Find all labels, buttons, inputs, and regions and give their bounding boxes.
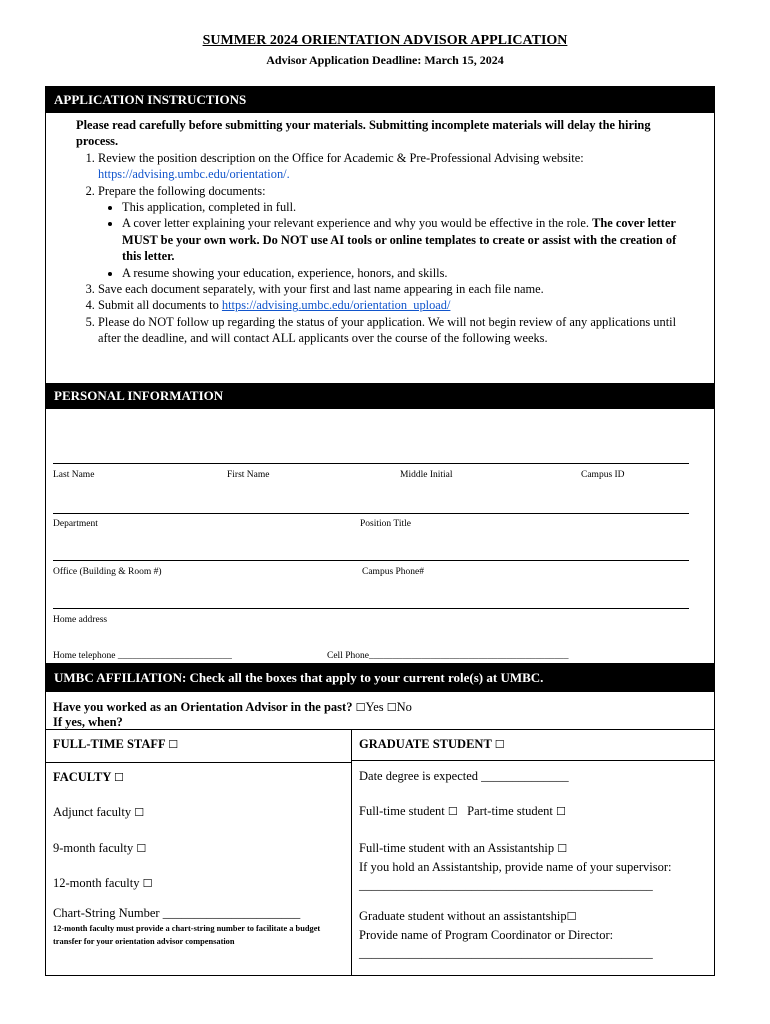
date-degree-line[interactable]: ______________ — [481, 769, 569, 783]
supervisor-prompt: If you hold an Assistantship, provide name of your supervisor: — [359, 860, 672, 874]
first-name-label: First Name — [227, 470, 270, 480]
part-time-student-checkbox[interactable]: ☐ — [556, 805, 566, 818]
assistantship-block — [359, 839, 671, 894]
chart-string-note: 12-month faculty must provide a chart-string number to facilitate a budget transfer for your orientation advisor compensation — [53, 924, 321, 946]
date-degree — [359, 769, 569, 784]
home-address-label: Home address — [53, 615, 108, 625]
home-address-line[interactable] — [53, 608, 689, 609]
cover-letter-warning: The cover letter MUST be your own work. Do NOT use AI tools or online templates to create or assist with the creation of this letter. — [122, 216, 677, 264]
with-assistantship-label: Full-time student with an Assistantship — [359, 841, 555, 855]
nine-month-checkbox[interactable]: ☐ — [136, 842, 147, 855]
no-assistantship-block — [359, 907, 653, 962]
department-label: Department — [53, 519, 98, 529]
adjunct-faculty — [53, 805, 144, 820]
full-time-staff — [53, 737, 178, 752]
step-1 — [98, 150, 694, 183]
past-advisor-question — [46, 692, 714, 730]
home-telephone-line[interactable]: ________________________ — [117, 651, 232, 661]
twelve-month-checkbox[interactable]: ☐ — [142, 877, 153, 890]
graduate-student — [359, 737, 505, 752]
chart-string-label: Chart-String Number — [53, 906, 160, 920]
affiliation-heading: UMBC AFFILIATION: Check all the boxes that apply to your current role(s) at UMBC. — [46, 663, 714, 692]
if-yes-label: If yes, when? — [53, 715, 123, 729]
full-time-student-label: Full-time student — [359, 804, 445, 818]
staff-divider — [46, 762, 351, 763]
yes-label: Yes — [365, 700, 384, 714]
chart-string — [53, 906, 300, 921]
position-title-label: Position Title — [360, 519, 411, 529]
deadline: Advisor Application Deadline: March 15, 2024 — [266, 53, 504, 67]
without-assistantship-checkbox[interactable]: ☐ — [566, 910, 577, 923]
part-time-student-label: Part-time student — [467, 804, 553, 818]
chart-string-line[interactable]: ______________________ — [162, 906, 301, 920]
faculty-checkbox[interactable]: ☐ — [114, 771, 124, 784]
bullet-cover-letter — [122, 215, 694, 264]
full-time-staff-checkbox[interactable]: ☐ — [168, 738, 179, 751]
cell-phone-label: Cell Phone — [327, 651, 369, 661]
upload-link[interactable]: https://advising.umbc.edu/orientation_upload/ — [221, 298, 451, 313]
bullet-resume: • A resume showing your education, experience, honors, and skills. — [122, 265, 694, 281]
twelve-month-label: 12-month faculty — [53, 876, 140, 890]
campus-phone-label: Campus Phone# — [362, 567, 425, 577]
cell-phone[interactable] — [327, 651, 568, 661]
full-time-student-checkbox[interactable]: ☐ — [447, 805, 458, 818]
no-checkbox[interactable]: ☐ — [386, 701, 397, 714]
campus-id-label: Campus ID — [581, 470, 625, 480]
bullet-application: • This application, completed in full. — [122, 199, 694, 215]
step-3: 3. Save each document separately, with your first and last name appearing in each file name. — [98, 281, 694, 297]
yes-checkbox[interactable]: ☐ — [355, 701, 366, 714]
supervisor-line[interactable]: _______________________________________________ — [359, 878, 653, 892]
adjunct-checkbox[interactable]: ☐ — [134, 806, 145, 819]
faculty — [53, 770, 124, 785]
date-degree-label: Date degree is expected — [359, 769, 479, 783]
no-label: No — [396, 700, 412, 714]
step-4-text: Submit all documents to — [98, 298, 219, 313]
with-assistantship-checkbox[interactable]: ☐ — [557, 842, 568, 855]
cover-letter-text: A cover letter explaining your relevant experience and why you would be effective in the role. — [122, 216, 589, 231]
adjunct-label: Adjunct faculty — [53, 805, 132, 819]
step-5: 5. Please do NOT follow up regarding the status of your application. We will not begin review of any applications until after the deadline, and will contact ALL applicants over the course of the following weeks. — [98, 314, 694, 347]
home-telephone[interactable] — [53, 651, 232, 661]
past-question-text: Have you worked as an Orientation Advisor in the past? — [53, 700, 353, 714]
step-2 — [98, 183, 694, 281]
instructions-heading: APPLICATION INSTRUCTIONS — [46, 87, 714, 113]
twelve-month-faculty — [53, 876, 152, 891]
graduate-student-checkbox[interactable]: ☐ — [494, 738, 505, 751]
orientation-url[interactable]: https://advising.umbc.edu/orientation/. — [98, 167, 290, 182]
nine-month-faculty — [53, 841, 146, 856]
faculty-label: FACULTY — [53, 770, 111, 784]
coordinator-line[interactable]: _______________________________________________ — [359, 946, 653, 960]
coordinator-prompt: Provide name of Program Coordinator or Director: — [359, 928, 614, 942]
department-line[interactable] — [53, 513, 689, 514]
step-2-text: Prepare the following documents: — [98, 183, 266, 198]
step-4 — [98, 297, 694, 313]
office-label: Office (Building & Room #) — [53, 567, 162, 577]
last-name-label: Last Name — [53, 470, 95, 480]
column-divider — [351, 730, 352, 975]
personal-heading: PERSONAL INFORMATION — [46, 383, 714, 409]
home-telephone-label: Home telephone — [53, 651, 116, 661]
form-title: SUMMER 2024 ORIENTATION ADVISOR APPLICATION — [202, 33, 568, 48]
without-assistantship-label: Graduate student without an assistantship — [359, 909, 567, 923]
cell-phone-line[interactable]: __________________________________________ — [368, 651, 569, 661]
middle-initial-label: Middle Initial — [400, 470, 453, 480]
name-line[interactable] — [53, 463, 689, 464]
grad-divider — [351, 760, 714, 761]
nine-month-label: 9-month faculty — [53, 841, 134, 855]
full-time-staff-label: FULL-TIME STAFF — [53, 737, 166, 751]
personal-section — [45, 383, 715, 664]
step-1-text: Review the position description on the Office for Academic & Pre-Professional Advising website: — [98, 150, 584, 165]
student-status — [359, 804, 566, 819]
affiliation-section — [45, 663, 715, 976]
instructions-section — [45, 86, 715, 384]
instructions-intro: Please read carefully before submitting your materials. Submitting incomplete materials will delay the hiring process. — [76, 118, 651, 149]
graduate-student-label: GRADUATE STUDENT — [359, 737, 492, 751]
office-line[interactable] — [53, 560, 689, 561]
